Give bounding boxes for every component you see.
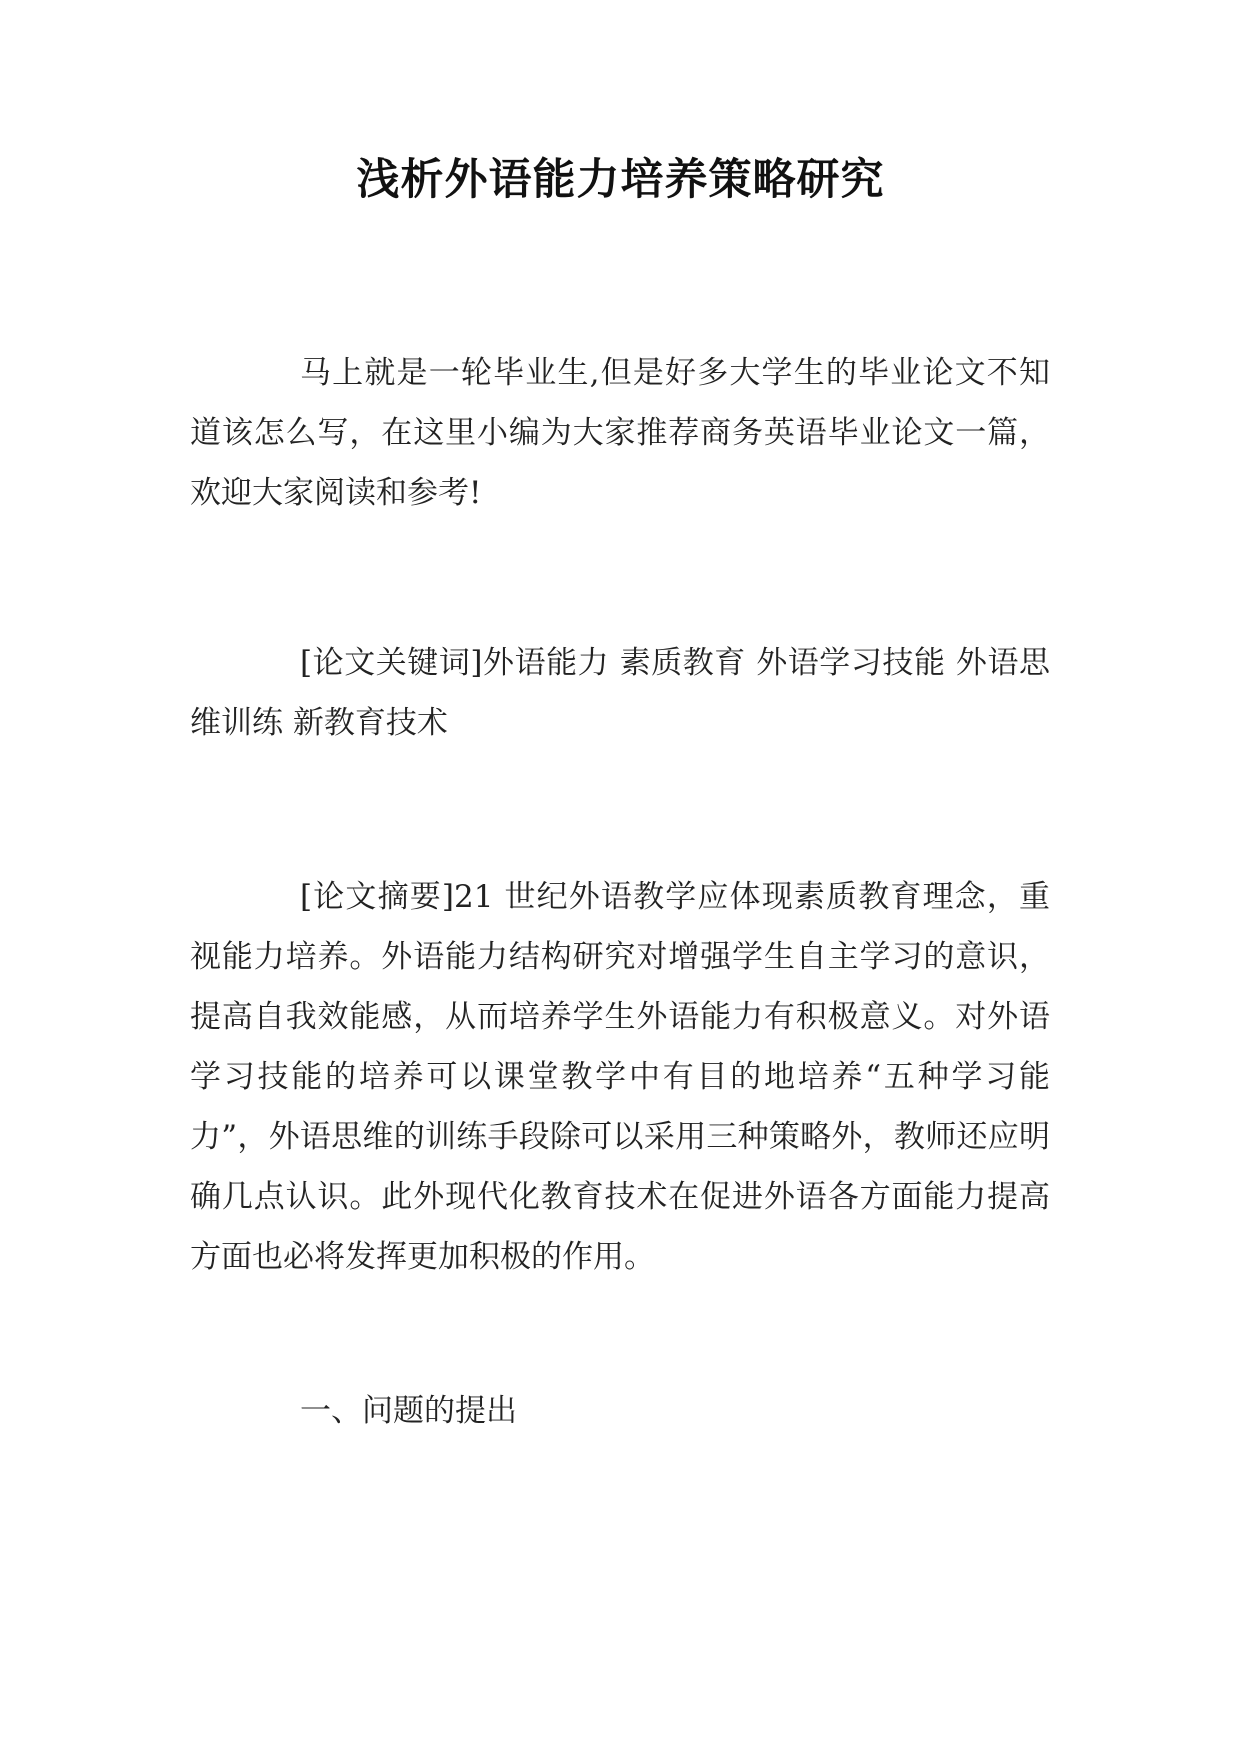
document-title: 浅析外语能力培养策略研究 — [356, 155, 885, 205]
section-heading: 一、问题的提出 — [300, 1393, 517, 1429]
abstract-paragraph: [论文摘要]21 世纪外语教学应体现素质教育理念，重视能力培养。外语能力结构研究对增强学生自主学习的意识，提高自我效能感，从而培养学生外语能力有积极意义。对外语学习技能的培养可以课堂教学中有目的地培养“五种学习能力”，外语思维的训练手段除可以采用三种策略外，教师还应明确几点认识。此外现代化教育技术在促进外语各方面能力提高方面也必将发挥更加积极的作用。 — [190, 879, 1050, 1275]
keywords-paragraph: [论文关键词]外语能力 素质教育 外语学习技能 外语思维训练 新教育技术 — [190, 645, 1050, 741]
intro-paragraph: 马上就是一轮毕业生,但是好多大学生的毕业论文不知道该怎么写，在这里小编为大家推荐商务英语毕业论文一篇，欢迎大家阅读和参考! — [190, 355, 1050, 511]
